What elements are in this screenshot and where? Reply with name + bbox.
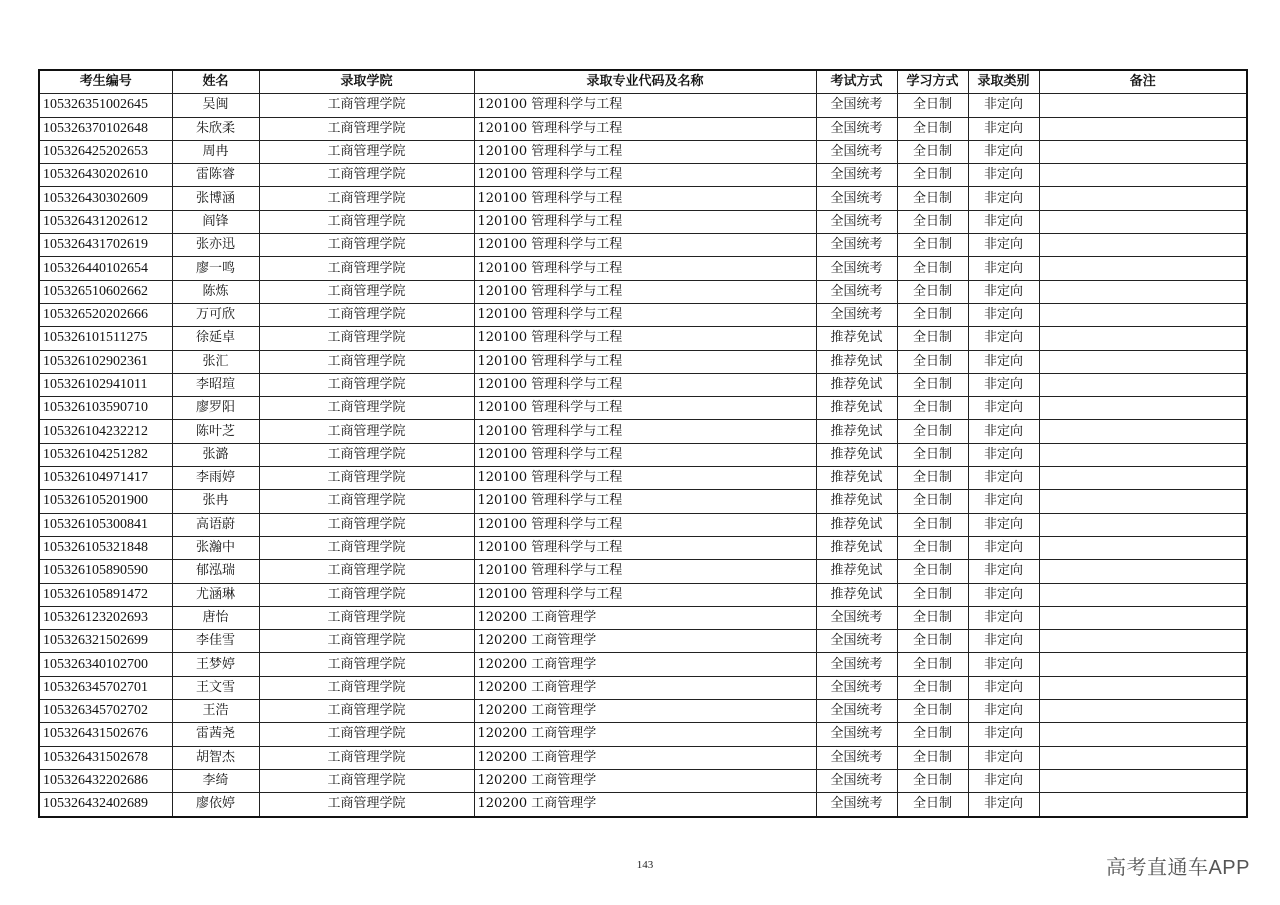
cell-admission-category: 非定向 <box>968 187 1039 210</box>
cell-major: 120100 管理科学与工程 <box>474 210 816 233</box>
table-row <box>39 164 1247 187</box>
cell-college: 工商管理学院 <box>259 443 474 466</box>
cell-admission-category: 非定向 <box>968 373 1039 396</box>
cell-candidate-id: 105326103590710 <box>39 397 172 420</box>
page-number: 143 <box>636 859 654 871</box>
cell-college: 工商管理学院 <box>259 513 474 536</box>
cell-remarks <box>1039 769 1247 792</box>
cell-college: 工商管理学院 <box>259 630 474 653</box>
cell-exam-type: 推荐免试 <box>816 373 897 396</box>
cell-name: 廖罗阳 <box>172 397 259 420</box>
cell-name: 陈炼 <box>172 280 259 303</box>
cell-major: 120200 工商管理学 <box>474 769 816 792</box>
table-row <box>39 583 1247 606</box>
cell-name: 徐延卓 <box>172 327 259 350</box>
cell-major: 120100 管理科学与工程 <box>474 140 816 163</box>
cell-admission-category: 非定向 <box>968 397 1039 420</box>
cell-major: 120100 管理科学与工程 <box>474 117 816 140</box>
cell-candidate-id: 105326105891472 <box>39 583 172 606</box>
cell-remarks <box>1039 350 1247 373</box>
cell-college: 工商管理学院 <box>259 793 474 817</box>
cell-admission-category: 非定向 <box>968 210 1039 233</box>
cell-major: 120100 管理科学与工程 <box>474 420 816 443</box>
cell-candidate-id: 105326430202610 <box>39 164 172 187</box>
cell-remarks <box>1039 467 1247 490</box>
cell-name: 周冉 <box>172 140 259 163</box>
header-study-mode: 学习方式 <box>897 70 968 94</box>
cell-remarks <box>1039 280 1247 303</box>
cell-exam-type: 全国统考 <box>816 723 897 746</box>
cell-candidate-id: 105326431702619 <box>39 234 172 257</box>
table-row <box>39 350 1247 373</box>
cell-name: 陈叶芝 <box>172 420 259 443</box>
cell-exam-type: 全国统考 <box>816 606 897 629</box>
table-row <box>39 443 1247 466</box>
header-college: 录取学院 <box>259 70 474 94</box>
cell-admission-category: 非定向 <box>968 793 1039 817</box>
cell-study-mode: 全日制 <box>897 606 968 629</box>
table-row <box>39 397 1247 420</box>
cell-candidate-id: 105326345702702 <box>39 700 172 723</box>
cell-college: 工商管理学院 <box>259 723 474 746</box>
cell-candidate-id: 105326123202693 <box>39 606 172 629</box>
cell-name: 张冉 <box>172 490 259 513</box>
cell-name: 胡智杰 <box>172 746 259 769</box>
cell-candidate-id: 105326431502678 <box>39 746 172 769</box>
cell-candidate-id: 105326340102700 <box>39 653 172 676</box>
cell-college: 工商管理学院 <box>259 257 474 280</box>
cell-remarks <box>1039 606 1247 629</box>
cell-study-mode: 全日制 <box>897 350 968 373</box>
header-admission-category: 录取类别 <box>968 70 1039 94</box>
cell-remarks <box>1039 327 1247 350</box>
cell-remarks <box>1039 513 1247 536</box>
cell-major: 120100 管理科学与工程 <box>474 443 816 466</box>
cell-admission-category: 非定向 <box>968 164 1039 187</box>
cell-exam-type: 全国统考 <box>816 746 897 769</box>
cell-exam-type: 推荐免试 <box>816 513 897 536</box>
cell-major: 120100 管理科学与工程 <box>474 350 816 373</box>
cell-remarks <box>1039 583 1247 606</box>
cell-exam-type: 推荐免试 <box>816 327 897 350</box>
table-row <box>39 94 1247 117</box>
cell-remarks <box>1039 536 1247 559</box>
cell-major: 120100 管理科学与工程 <box>474 164 816 187</box>
cell-candidate-id: 105326104251282 <box>39 443 172 466</box>
cell-candidate-id: 105326430302609 <box>39 187 172 210</box>
cell-candidate-id: 105326425202653 <box>39 140 172 163</box>
cell-remarks <box>1039 210 1247 233</box>
cell-remarks <box>1039 723 1247 746</box>
cell-study-mode: 全日制 <box>897 280 968 303</box>
cell-name: 张瀚中 <box>172 536 259 559</box>
cell-major: 120100 管理科学与工程 <box>474 303 816 326</box>
cell-study-mode: 全日制 <box>897 94 968 117</box>
admission-table <box>38 69 1248 818</box>
cell-admission-category: 非定向 <box>968 723 1039 746</box>
cell-exam-type: 推荐免试 <box>816 490 897 513</box>
cell-college: 工商管理学院 <box>259 303 474 326</box>
table-row <box>39 303 1247 326</box>
cell-candidate-id: 105326345702701 <box>39 676 172 699</box>
cell-exam-type: 全国统考 <box>816 303 897 326</box>
cell-college: 工商管理学院 <box>259 467 474 490</box>
cell-exam-type: 全国统考 <box>816 94 897 117</box>
cell-name: 郁泓瑞 <box>172 560 259 583</box>
cell-study-mode: 全日制 <box>897 746 968 769</box>
cell-admission-category: 非定向 <box>968 443 1039 466</box>
cell-exam-type: 全国统考 <box>816 187 897 210</box>
cell-major: 120100 管理科学与工程 <box>474 234 816 257</box>
cell-major: 120200 工商管理学 <box>474 700 816 723</box>
cell-candidate-id: 105326440102654 <box>39 257 172 280</box>
cell-study-mode: 全日制 <box>897 723 968 746</box>
cell-study-mode: 全日制 <box>897 187 968 210</box>
cell-exam-type: 推荐免试 <box>816 560 897 583</box>
cell-major: 120100 管理科学与工程 <box>474 94 816 117</box>
cell-candidate-id: 105326104232212 <box>39 420 172 443</box>
cell-name: 王梦婷 <box>172 653 259 676</box>
cell-study-mode: 全日制 <box>897 373 968 396</box>
cell-exam-type: 全国统考 <box>816 769 897 792</box>
header-candidate-id: 考生编号 <box>39 70 172 94</box>
cell-exam-type: 全国统考 <box>816 210 897 233</box>
cell-college: 工商管理学院 <box>259 397 474 420</box>
cell-remarks <box>1039 746 1247 769</box>
cell-remarks <box>1039 303 1247 326</box>
cell-candidate-id: 105326105321848 <box>39 536 172 559</box>
cell-name: 张亦迅 <box>172 234 259 257</box>
admission-table-container <box>38 69 1246 818</box>
cell-exam-type: 全国统考 <box>816 700 897 723</box>
cell-admission-category: 非定向 <box>968 234 1039 257</box>
cell-remarks <box>1039 793 1247 817</box>
cell-admission-category: 非定向 <box>968 513 1039 536</box>
cell-remarks <box>1039 140 1247 163</box>
cell-name: 李雨婷 <box>172 467 259 490</box>
cell-exam-type: 全国统考 <box>816 630 897 653</box>
cell-major: 120100 管理科学与工程 <box>474 373 816 396</box>
cell-remarks <box>1039 257 1247 280</box>
cell-admission-category: 非定向 <box>968 280 1039 303</box>
cell-remarks <box>1039 490 1247 513</box>
table-row <box>39 420 1247 443</box>
cell-admission-category: 非定向 <box>968 467 1039 490</box>
cell-college: 工商管理学院 <box>259 234 474 257</box>
table-row <box>39 280 1247 303</box>
cell-admission-category: 非定向 <box>968 94 1039 117</box>
cell-college: 工商管理学院 <box>259 490 474 513</box>
cell-name: 朱欣柔 <box>172 117 259 140</box>
cell-admission-category: 非定向 <box>968 606 1039 629</box>
table-row <box>39 536 1247 559</box>
cell-study-mode: 全日制 <box>897 397 968 420</box>
table-row <box>39 676 1247 699</box>
cell-major: 120100 管理科学与工程 <box>474 490 816 513</box>
cell-remarks <box>1039 700 1247 723</box>
cell-study-mode: 全日制 <box>897 536 968 559</box>
cell-name: 廖一鸣 <box>172 257 259 280</box>
cell-major: 120100 管理科学与工程 <box>474 467 816 490</box>
table-body <box>39 94 1247 817</box>
cell-major: 120200 工商管理学 <box>474 793 816 817</box>
table-row <box>39 373 1247 396</box>
cell-exam-type: 推荐免试 <box>816 583 897 606</box>
cell-college: 工商管理学院 <box>259 280 474 303</box>
cell-major: 120100 管理科学与工程 <box>474 583 816 606</box>
cell-study-mode: 全日制 <box>897 420 968 443</box>
cell-candidate-id: 105326105201900 <box>39 490 172 513</box>
cell-remarks <box>1039 676 1247 699</box>
cell-study-mode: 全日制 <box>897 793 968 817</box>
cell-college: 工商管理学院 <box>259 187 474 210</box>
cell-study-mode: 全日制 <box>897 467 968 490</box>
cell-candidate-id: 105326510602662 <box>39 280 172 303</box>
cell-name: 高语蔚 <box>172 513 259 536</box>
table-row <box>39 187 1247 210</box>
cell-name: 尤涵琳 <box>172 583 259 606</box>
table-row <box>39 769 1247 792</box>
header-exam-type: 考试方式 <box>816 70 897 94</box>
cell-study-mode: 全日制 <box>897 676 968 699</box>
cell-name: 张潞 <box>172 443 259 466</box>
cell-admission-category: 非定向 <box>968 420 1039 443</box>
table-row <box>39 513 1247 536</box>
table-row <box>39 700 1247 723</box>
table-row <box>39 257 1247 280</box>
cell-name: 张汇 <box>172 350 259 373</box>
cell-admission-category: 非定向 <box>968 350 1039 373</box>
cell-admission-category: 非定向 <box>968 653 1039 676</box>
cell-major: 120100 管理科学与工程 <box>474 397 816 420</box>
cell-major: 120100 管理科学与工程 <box>474 187 816 210</box>
cell-name: 李绮 <box>172 769 259 792</box>
cell-study-mode: 全日制 <box>897 630 968 653</box>
cell-candidate-id: 105326102902361 <box>39 350 172 373</box>
cell-study-mode: 全日制 <box>897 769 968 792</box>
cell-admission-category: 非定向 <box>968 746 1039 769</box>
cell-study-mode: 全日制 <box>897 560 968 583</box>
cell-college: 工商管理学院 <box>259 373 474 396</box>
cell-study-mode: 全日制 <box>897 303 968 326</box>
cell-college: 工商管理学院 <box>259 327 474 350</box>
cell-remarks <box>1039 164 1247 187</box>
cell-study-mode: 全日制 <box>897 257 968 280</box>
cell-major: 120200 工商管理学 <box>474 746 816 769</box>
cell-exam-type: 推荐免试 <box>816 467 897 490</box>
cell-study-mode: 全日制 <box>897 164 968 187</box>
table-row <box>39 210 1247 233</box>
cell-study-mode: 全日制 <box>897 700 968 723</box>
cell-candidate-id: 105326432202686 <box>39 769 172 792</box>
cell-remarks <box>1039 94 1247 117</box>
cell-candidate-id: 105326105300841 <box>39 513 172 536</box>
cell-candidate-id: 105326321502699 <box>39 630 172 653</box>
header-name: 姓名 <box>172 70 259 94</box>
cell-exam-type: 推荐免试 <box>816 397 897 420</box>
cell-exam-type: 全国统考 <box>816 280 897 303</box>
cell-exam-type: 全国统考 <box>816 653 897 676</box>
cell-candidate-id: 105326105890590 <box>39 560 172 583</box>
cell-major: 120200 工商管理学 <box>474 630 816 653</box>
table-row <box>39 723 1247 746</box>
table-row <box>39 606 1247 629</box>
cell-candidate-id: 105326104971417 <box>39 467 172 490</box>
cell-remarks <box>1039 397 1247 420</box>
cell-admission-category: 非定向 <box>968 676 1039 699</box>
cell-exam-type: 全国统考 <box>816 117 897 140</box>
table-row <box>39 653 1247 676</box>
cell-admission-category: 非定向 <box>968 536 1039 559</box>
table-row <box>39 490 1247 513</box>
cell-admission-category: 非定向 <box>968 140 1039 163</box>
cell-study-mode: 全日制 <box>897 513 968 536</box>
cell-admission-category: 非定向 <box>968 700 1039 723</box>
cell-remarks <box>1039 560 1247 583</box>
cell-study-mode: 全日制 <box>897 443 968 466</box>
header-remarks: 备注 <box>1039 70 1247 94</box>
cell-college: 工商管理学院 <box>259 769 474 792</box>
cell-exam-type: 推荐免试 <box>816 350 897 373</box>
cell-college: 工商管理学院 <box>259 560 474 583</box>
cell-college: 工商管理学院 <box>259 350 474 373</box>
table-row <box>39 630 1247 653</box>
cell-college: 工商管理学院 <box>259 653 474 676</box>
cell-major: 120100 管理科学与工程 <box>474 560 816 583</box>
cell-exam-type: 全国统考 <box>816 140 897 163</box>
cell-major: 120200 工商管理学 <box>474 723 816 746</box>
cell-exam-type: 推荐免试 <box>816 420 897 443</box>
cell-name: 王浩 <box>172 700 259 723</box>
cell-college: 工商管理学院 <box>259 420 474 443</box>
cell-remarks <box>1039 630 1247 653</box>
cell-remarks <box>1039 187 1247 210</box>
cell-remarks <box>1039 443 1247 466</box>
cell-name: 唐怡 <box>172 606 259 629</box>
cell-study-mode: 全日制 <box>897 140 968 163</box>
table-header-row <box>39 70 1247 94</box>
table-row <box>39 793 1247 817</box>
cell-name: 吴闽 <box>172 94 259 117</box>
cell-major: 120100 管理科学与工程 <box>474 536 816 559</box>
cell-name: 张博涵 <box>172 187 259 210</box>
cell-exam-type: 全国统考 <box>816 257 897 280</box>
cell-admission-category: 非定向 <box>968 117 1039 140</box>
table-row <box>39 467 1247 490</box>
cell-study-mode: 全日制 <box>897 653 968 676</box>
cell-remarks <box>1039 117 1247 140</box>
cell-college: 工商管理学院 <box>259 606 474 629</box>
cell-major: 120200 工商管理学 <box>474 606 816 629</box>
cell-major: 120200 工商管理学 <box>474 676 816 699</box>
cell-study-mode: 全日制 <box>897 327 968 350</box>
cell-college: 工商管理学院 <box>259 676 474 699</box>
table-row <box>39 746 1247 769</box>
cell-name: 雷陈睿 <box>172 164 259 187</box>
cell-study-mode: 全日制 <box>897 490 968 513</box>
cell-remarks <box>1039 420 1247 443</box>
cell-name: 万可欣 <box>172 303 259 326</box>
cell-name: 阎锋 <box>172 210 259 233</box>
cell-college: 工商管理学院 <box>259 94 474 117</box>
cell-study-mode: 全日制 <box>897 117 968 140</box>
cell-candidate-id: 105326520202666 <box>39 303 172 326</box>
cell-remarks <box>1039 373 1247 396</box>
table-row <box>39 140 1247 163</box>
cell-name: 王文雪 <box>172 676 259 699</box>
cell-candidate-id: 105326432402689 <box>39 793 172 817</box>
watermark-text: 高考直通车APP <box>1105 857 1250 879</box>
cell-college: 工商管理学院 <box>259 700 474 723</box>
header-major: 录取专业代码及名称 <box>474 70 816 94</box>
cell-candidate-id: 105326431202612 <box>39 210 172 233</box>
cell-admission-category: 非定向 <box>968 257 1039 280</box>
cell-study-mode: 全日制 <box>897 210 968 233</box>
cell-admission-category: 非定向 <box>968 327 1039 350</box>
cell-admission-category: 非定向 <box>968 630 1039 653</box>
cell-college: 工商管理学院 <box>259 164 474 187</box>
cell-exam-type: 全国统考 <box>816 234 897 257</box>
cell-candidate-id: 105326351002645 <box>39 94 172 117</box>
cell-major: 120100 管理科学与工程 <box>474 257 816 280</box>
cell-candidate-id: 105326370102648 <box>39 117 172 140</box>
cell-name: 雷茜尧 <box>172 723 259 746</box>
cell-college: 工商管理学院 <box>259 536 474 559</box>
cell-remarks <box>1039 234 1247 257</box>
cell-college: 工商管理学院 <box>259 583 474 606</box>
cell-admission-category: 非定向 <box>968 303 1039 326</box>
cell-exam-type: 全国统考 <box>816 164 897 187</box>
cell-name: 廖依婷 <box>172 793 259 817</box>
table-row <box>39 234 1247 257</box>
cell-major: 120100 管理科学与工程 <box>474 513 816 536</box>
cell-candidate-id: 105326102941011 <box>39 373 172 396</box>
cell-major: 120100 管理科学与工程 <box>474 327 816 350</box>
table-row <box>39 117 1247 140</box>
cell-admission-category: 非定向 <box>968 490 1039 513</box>
cell-admission-category: 非定向 <box>968 560 1039 583</box>
cell-admission-category: 非定向 <box>968 769 1039 792</box>
cell-college: 工商管理学院 <box>259 746 474 769</box>
cell-college: 工商管理学院 <box>259 140 474 163</box>
cell-major: 120100 管理科学与工程 <box>474 280 816 303</box>
cell-candidate-id: 105326431502676 <box>39 723 172 746</box>
table-row <box>39 560 1247 583</box>
cell-exam-type: 推荐免试 <box>816 536 897 559</box>
cell-exam-type: 全国统考 <box>816 676 897 699</box>
cell-exam-type: 全国统考 <box>816 793 897 817</box>
cell-candidate-id: 105326101511275 <box>39 327 172 350</box>
cell-study-mode: 全日制 <box>897 234 968 257</box>
cell-major: 120200 工商管理学 <box>474 653 816 676</box>
cell-name: 李佳雪 <box>172 630 259 653</box>
cell-college: 工商管理学院 <box>259 117 474 140</box>
table-row <box>39 327 1247 350</box>
cell-study-mode: 全日制 <box>897 583 968 606</box>
cell-college: 工商管理学院 <box>259 210 474 233</box>
cell-name: 李昭瑄 <box>172 373 259 396</box>
cell-remarks <box>1039 653 1247 676</box>
cell-exam-type: 推荐免试 <box>816 443 897 466</box>
cell-admission-category: 非定向 <box>968 583 1039 606</box>
